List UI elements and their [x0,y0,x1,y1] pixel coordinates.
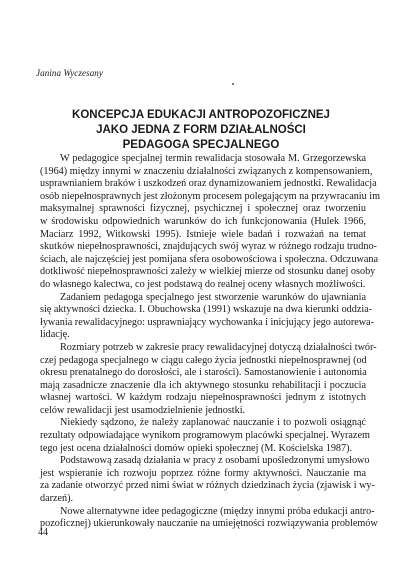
paragraph-line: Podstawową zasadą działania w pracy z osobami upośledzonymi umysłowo [60,455,370,467]
paragraph-line: okresu prenatalnego do dorosłości, ale i starości). Samostanowienie i autonomia [40,367,367,379]
paragraph-line: Maciarz 1992, Witkowski 1995). Istnieje wiele badań i rozważań na temat [40,228,366,240]
paragraph-line: czej pedagoga specjalnego w ciągu całego życia jednostki niepełnosprawnej (od [40,354,367,366]
running-header-author: Janina Wyczesany [36,68,103,78]
paragraph-line: maksymalnej sprawności fizycznej, psychicznej i społecznej oraz tworzeniu [40,203,366,215]
paragraph-line: ściach, ale najczęściej jest pomijana sfera osobowościowa i społeczna. Odczuwana [40,253,379,265]
paragraph-line: W pedagogice specjalnej termin rewalidacja stosowała M. Grzegorzewska [60,153,366,164]
paragraph-line: w środowisku odpowiednich warunków do ich funkcjonowania (Hulek 1966, [40,215,366,227]
paragraph-line: lidację. [40,329,70,341]
body-paragraph [40,455,375,505]
paragraph-line: Zadaniem pedagoga specjalnego jest stworzenie warunków do ujawniania [60,291,366,303]
paragraph-line: rezultaty odpowiadające wynikom programowym placówki specjalnej. Wyrazem [40,430,370,442]
paragraph-line: darzeń). [40,493,74,505]
paragraph-line: pozoficznej) ukierunkowały nauczanie na umiejętności rozwiązywania problemów [40,518,378,530]
paragraph-line: (1964) między innymi w znaczeniu działalności związanych z kompensowaniem, [40,165,373,177]
body-paragraph [40,417,370,455]
chapter-title-line: KONCEPCJA EDUKACJI ANTROPOZOFICZNEJ [72,109,330,121]
body-paragraph [40,153,381,292]
body-text [40,153,381,531]
paragraph-line: tego jest ocena działalności domów opieki społecznej (M. Kościelska 1987). [40,442,353,454]
paragraph-line: osób niepełnosprawnych jest złożonym procesem polegającym na przywracaniu im [40,190,381,202]
body-paragraph [40,341,377,418]
chapter-title [36,108,366,153]
paragraph-line: jest wspieranie ich rozwoju poprzez różne formy aktywności. Nauczanie ma [40,467,366,479]
paragraph-line: Niekiedy sądzono, że należy zaplanować nauczanie i to pozwoli osiągnąć [60,417,366,429]
chapter-title-line: PEDAGOGA SPECJALNEGO [122,139,280,151]
paragraph-line: własnej wartości. W każdym rodzaju niepełnosprawności jednym z istotnych [40,392,366,404]
paragraph-line: skutków niepełnosprawności, znajdujących swój wyraz w różnego rodzaju trudno- [40,241,377,253]
paragraph-line: za zadanie otworzyć przed nimi świat w różnych dziedzinach życia (zjawisk i wy- [40,480,375,492]
paragraph-line: ływania rewalidacyjnego: usprawniający wychowanka i inicjujący jego autorewa- [40,316,375,328]
paragraph-line: usprawnianiem braków i uszkodzeń oraz dynamizowaniem jednostki. Rewalidacja [40,178,377,190]
page-number: 44 [38,527,48,538]
paragraph-line: celów rewalidacji jest usamodzielnienie jednostki. [40,404,246,416]
paragraph-line: się aktywności dziecka. I. Obuchowska (1991) wskazuje na dwa kierunki oddzia- [40,304,373,316]
scan-speck [232,83,234,85]
body-paragraph [40,291,375,342]
paragraph-line: mają zasadnicze znaczenie dla ich aktywnego stosunku rehabilitacji i poczucia [40,379,366,391]
paragraph-line: Nowe alternatywne idee pedagogiczne (między innymi próba edukacji antro- [60,505,375,517]
paragraph-line: Rozmiary potrzeb w zakresie pracy rewalidacyjnej dotyczą działalności twór- [60,341,377,353]
body-paragraph [40,505,378,531]
paragraph-line: do własnego kalectwa, co jest podstawą do realnej oceny własnych możliwości. [40,278,366,290]
chapter-title-line: JAKO JEDNA Z FORM DZIAŁALNOŚCI [96,124,306,136]
paragraph-line: dotkliwość niepełnosprawności zależy w wielkiej mierze od stosunku danej osoby [40,266,376,278]
